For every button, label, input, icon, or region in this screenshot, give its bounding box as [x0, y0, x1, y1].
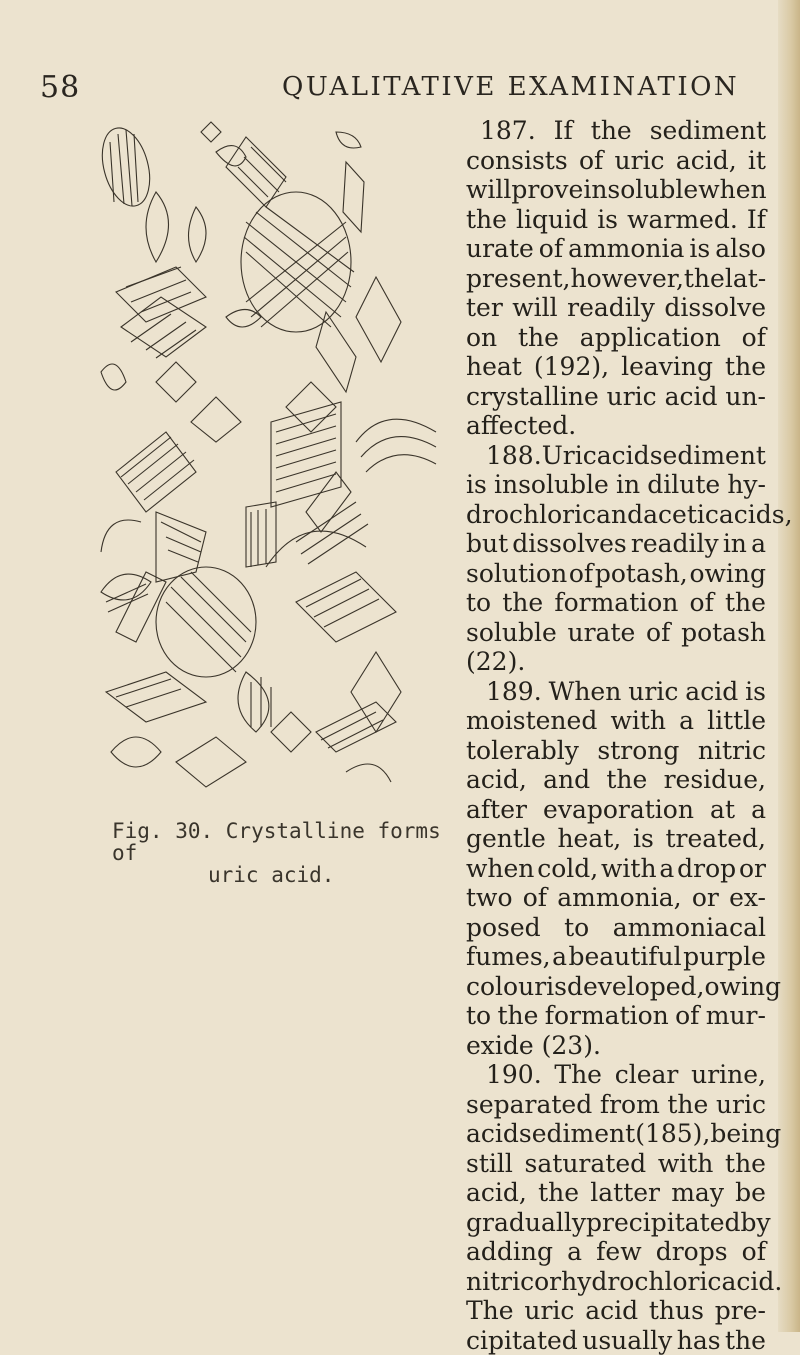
caption-line-2: uric acid. [112, 864, 472, 886]
text-line: 188. Uric acid sediment [466, 441, 766, 471]
text-line: The uric acid thus pre- [466, 1296, 766, 1326]
text-line: 190. The clear urine, [466, 1060, 766, 1090]
text-line: on the application of [466, 323, 766, 353]
text-line: will prove insoluble when [466, 175, 766, 205]
text-line: adding a few drops of [466, 1237, 766, 1267]
text-line: solution of potash, owing [466, 559, 766, 589]
text-line: acid, and the residue, [466, 765, 766, 795]
crystal-illustration [96, 112, 458, 812]
text-line: heat (192), leaving the [466, 352, 766, 382]
text-line: tolerably strong nitric [466, 736, 766, 766]
text-line: acid sediment (185), being [466, 1119, 766, 1149]
text-line: but dissolves readily in a [466, 529, 766, 559]
text-line: urate of ammonia is also [466, 234, 766, 264]
text-line: after evaporation at a [466, 795, 766, 825]
text-line: when cold, with a drop or [466, 854, 766, 884]
text-line: posed to ammoniacal [466, 913, 766, 943]
text-line: gradually precipitated by [466, 1208, 766, 1238]
text-line: to the formation of the [466, 588, 766, 618]
text-line: is insoluble in dilute hy- [466, 470, 766, 500]
text-line: ter will readily dissolve [466, 293, 766, 323]
text-line: crystalline uric acid un- [466, 382, 766, 412]
text-line: gentle heat, is treated, [466, 824, 766, 854]
text-line: exide (23). [466, 1031, 766, 1061]
body-text [466, 116, 766, 1355]
caption-line-1: Fig. 30. Crystalline forms of [112, 820, 472, 864]
text-line: to the formation of mur- [466, 1001, 766, 1031]
text-line: acid, the latter may be [466, 1178, 766, 1208]
figure-caption [112, 820, 472, 886]
text-line: cipitated usually has the [466, 1326, 766, 1355]
crystal-figure [96, 112, 458, 812]
text-line: 189. When uric acid is [466, 677, 766, 707]
page-header [40, 70, 760, 110]
text-line: colour is developed, owing [466, 972, 766, 1002]
text-line: two of ammonia, or ex- [466, 883, 766, 913]
text-line: soluble urate of potash [466, 618, 766, 648]
text-line: fumes, a beautiful purple [466, 942, 766, 972]
text-line: present, however, the lat- [466, 264, 766, 294]
text-line: consists of uric acid, it [466, 146, 766, 176]
text-line: affected. [466, 411, 766, 441]
text-line: the liquid is warmed. If [466, 205, 766, 235]
text-line: moistened with a little [466, 706, 766, 736]
text-line: still saturated with the [466, 1149, 766, 1179]
page-number: 58 [40, 70, 80, 105]
text-line: (22). [466, 647, 766, 677]
page-edge [778, 0, 800, 1332]
text-line: nitric or hydrochloric acid. [466, 1267, 766, 1297]
text-line: separated from the uric [466, 1090, 766, 1120]
running-title: QUALITATIVE EXAMINATION [282, 72, 739, 102]
text-line: drochloric and acetic acids, [466, 500, 766, 530]
text-line: 187. If the sediment [466, 116, 766, 146]
